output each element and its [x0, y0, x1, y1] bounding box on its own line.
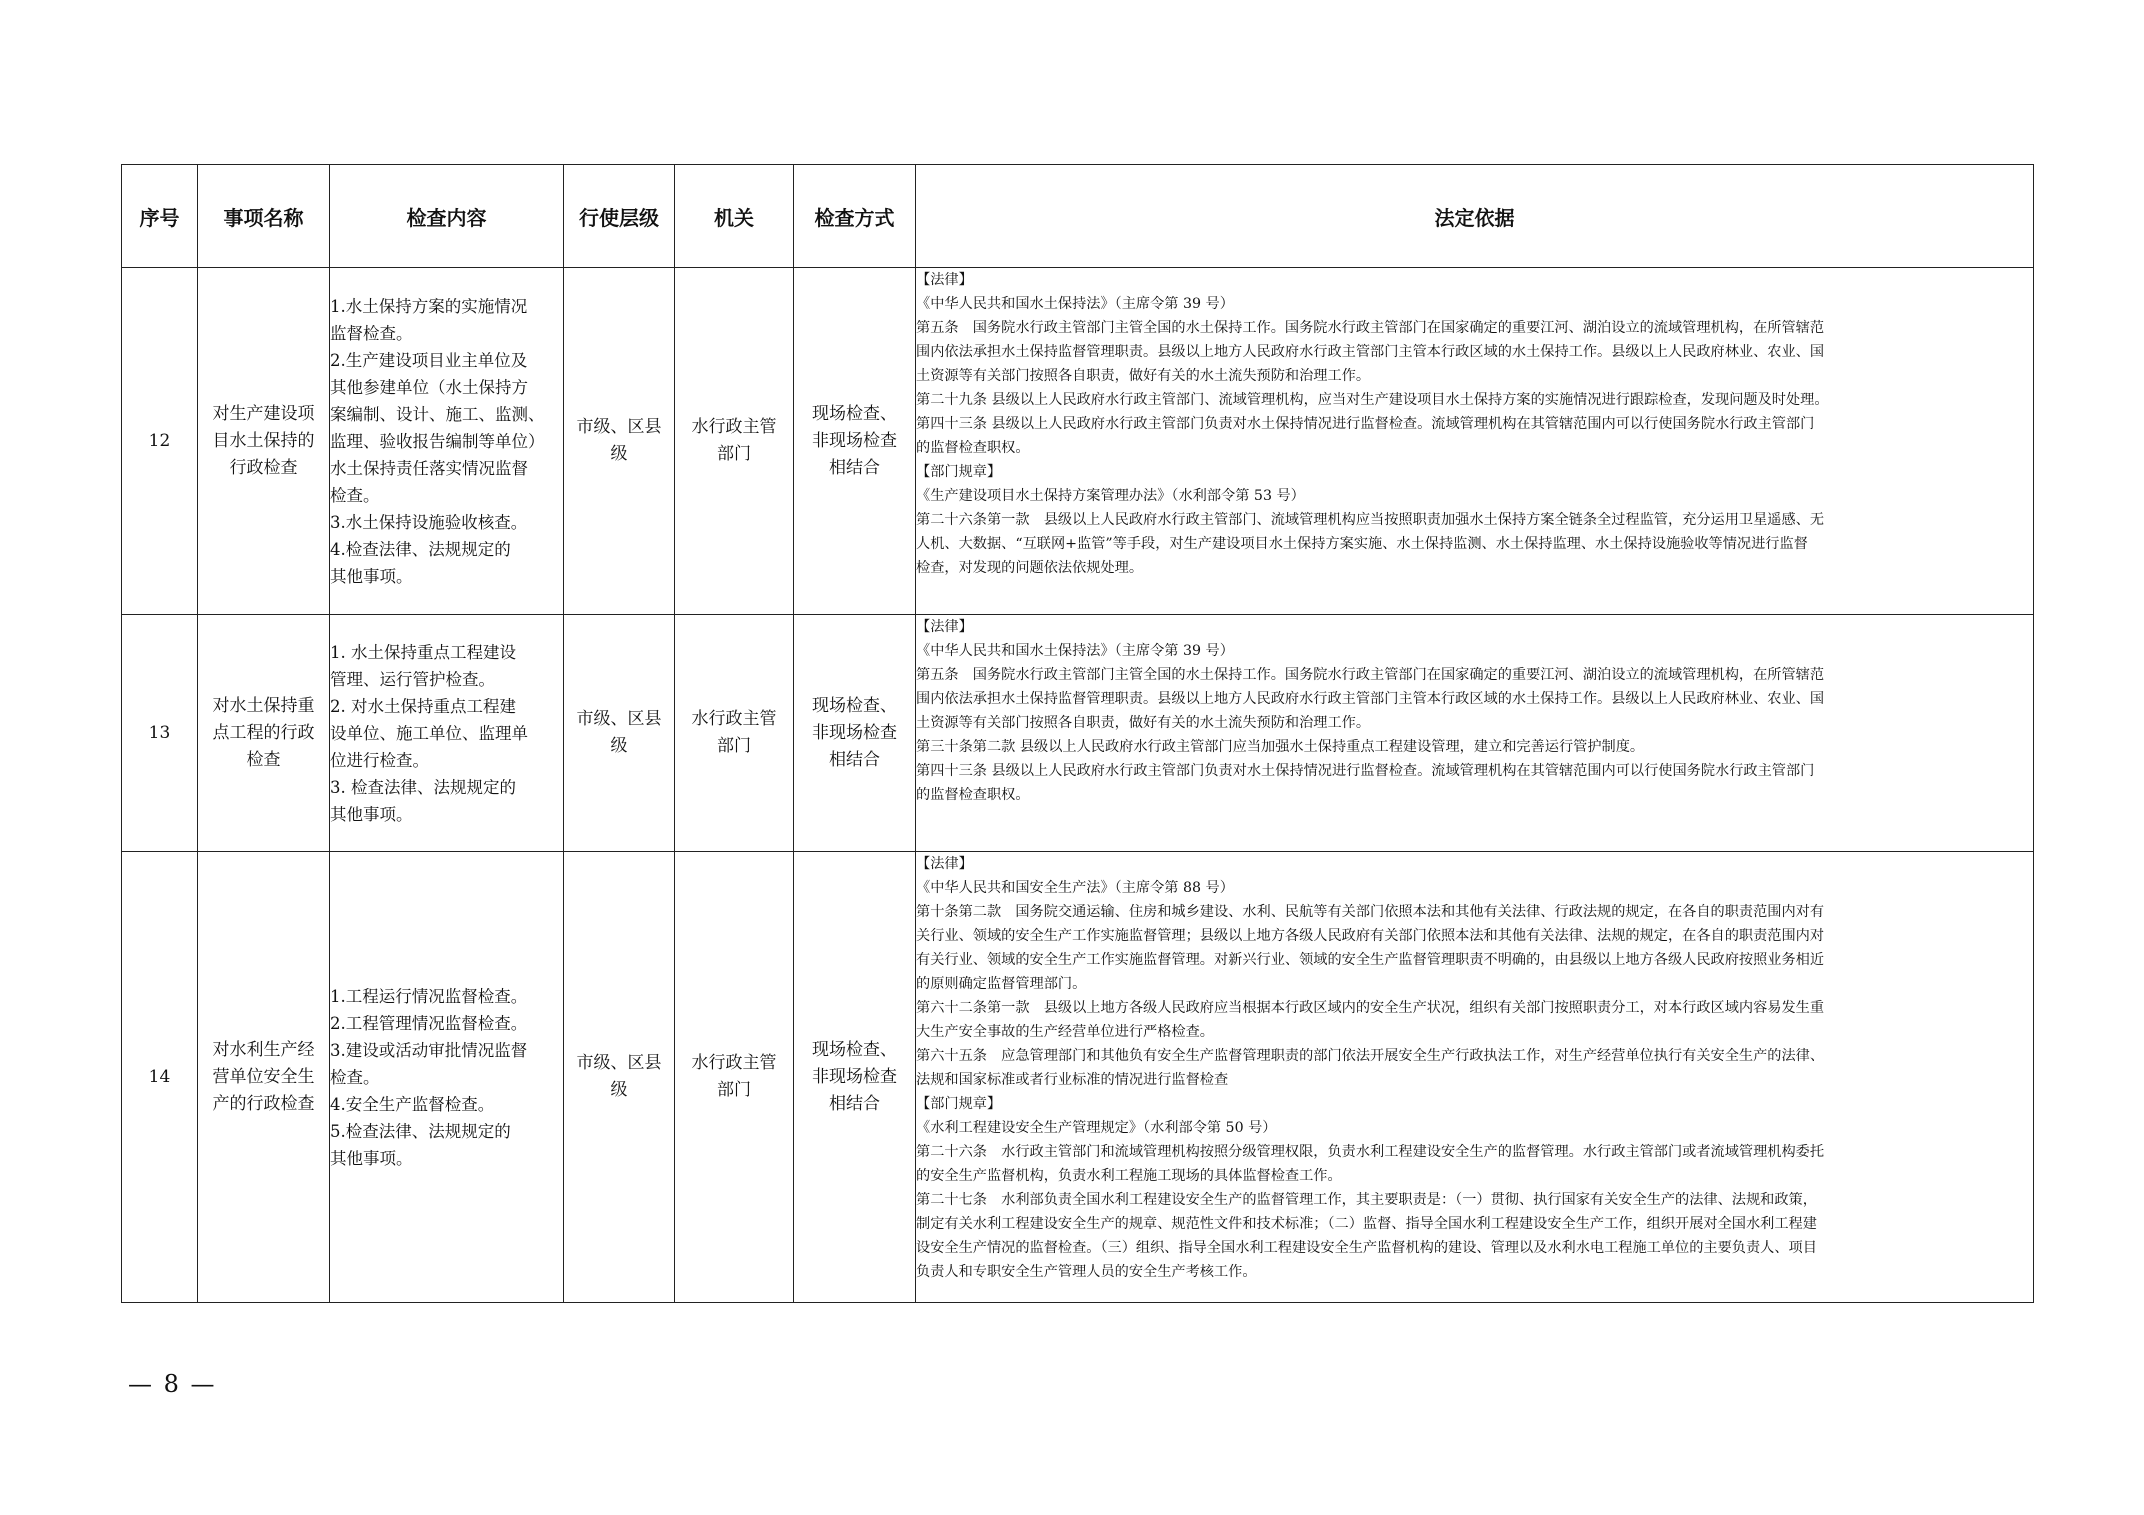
- legal-basis-cell-line: 第十条第二款 国务院交通运输、住房和城乡建设、水利、民航等有关部门依照本法和其他有关法律、行政法规的规定，在各自的职责范围内对有: [916, 904, 1825, 920]
- table-row: [122, 852, 2034, 1303]
- header-level: 行使层级: [564, 165, 675, 268]
- item-name-cell-line: 目水土保持的: [212, 430, 315, 451]
- legal-basis-cell-line: 【部门规章】: [916, 1096, 1002, 1112]
- content-cell-line: 设单位、施工单位、监理单: [330, 723, 528, 743]
- content-cell: [330, 268, 564, 615]
- item-name-cell: [198, 615, 330, 852]
- item-name-cell-line: 对生产建设项: [212, 403, 315, 424]
- content-cell-line: 其他事项。: [330, 566, 413, 586]
- legal-basis-cell-line: 人机、大数据、“互联网+监管”等手段，对生产建设项目水土保持方案实施、水土保持监测、水土保持监理、水土保持设施验收等情况进行监督: [916, 536, 1808, 552]
- legal-basis-cell-line: 《水利工程建设安全生产管理规定》（水利部令第 50 号）: [916, 1120, 1277, 1136]
- legal-basis-cell-line: 大生产安全事故的生产经营单位进行严格检查。: [916, 1024, 1214, 1040]
- agency-cell-line: 水行政主管: [691, 1053, 777, 1073]
- legal-basis-cell-line: 土资源等有关部门按照各自职责，做好有关的水土流失预防和治理工作。: [916, 368, 1371, 384]
- content-cell-line: 监督检查。: [330, 323, 413, 343]
- content-cell-line: 4.检查法律、法规规定的: [330, 539, 511, 559]
- item-name-cell-line: 产的行政检查: [212, 1093, 315, 1114]
- legal-basis-cell-line: 关行业、领域的安全生产工作实施监督管理；县级以上地方各级人民政府有关部门依照本法和其他有关法律、法规的规定，在各自的职责范围内对: [916, 928, 1825, 944]
- inspection-items-table: [121, 164, 2034, 1303]
- method-cell: [794, 615, 916, 852]
- method-cell-line: 非现场检查: [812, 1066, 897, 1087]
- agency-cell: [675, 852, 794, 1303]
- legal-basis-cell-line: 【法律】: [916, 619, 973, 635]
- method-cell-line: 相结合: [829, 749, 880, 770]
- item-name-cell-line: 点工程的行政: [212, 722, 315, 743]
- legal-basis-cell-line: 《生产建设项目水土保持方案管理办法》（水利部令第 53 号）: [916, 488, 1305, 504]
- level-cell: [564, 852, 675, 1303]
- legal-basis-cell-line: 负责人和专职安全生产管理人员的安全生产考核工作。: [916, 1264, 1257, 1280]
- content-cell: [330, 852, 564, 1303]
- item-name-cell-line: 行政检查: [229, 457, 298, 478]
- content-cell-line: 其他事项。: [330, 1148, 413, 1168]
- table-row: [122, 615, 2034, 852]
- content-cell-line: 管理、运行管护检查。: [330, 669, 495, 689]
- table-header-row: [122, 165, 2034, 268]
- content-cell-line: 检查。: [330, 1067, 380, 1087]
- item-name-cell-line: 营单位安全生: [212, 1066, 315, 1087]
- level-cell-line: 级: [610, 736, 628, 756]
- item-name-cell-line: 对水利生产经: [212, 1039, 315, 1060]
- header-legal-basis: 法定依据: [916, 165, 2034, 268]
- item-name-cell: [198, 852, 330, 1303]
- header-method: 检查方式: [794, 165, 916, 268]
- method-cell-line: 相结合: [829, 1093, 880, 1114]
- legal-basis-cell: [916, 268, 2034, 615]
- legal-basis-cell: [916, 852, 2034, 1303]
- header-content: 检查内容: [330, 165, 564, 268]
- method-cell-line: 现场检查、: [812, 1039, 897, 1060]
- agency-cell: [675, 615, 794, 852]
- content-cell-line: 位进行检查。: [330, 750, 429, 770]
- content-cell-line: 3.建设或活动审批情况监督: [330, 1040, 528, 1060]
- agency-cell-line: 水行政主管: [691, 709, 777, 729]
- legal-basis-cell-line: 制定有关水利工程建设安全生产的规章、规范性文件和技术标准；（二）监督、指导全国水利工程建设安全生产工作，组织开展对全国水利工程建: [916, 1216, 1817, 1232]
- method-cell-line: 现场检查、: [812, 695, 897, 716]
- content-cell-line: 监理、验收报告编制等单位）: [330, 431, 545, 451]
- table-row: [122, 268, 2034, 615]
- content-cell-line: 2. 对水土保持重点工程建: [330, 696, 516, 716]
- legal-basis-cell-line: 第二十六条第一款 县级以上人民政府水行政主管部门、流域管理机构应当按照职责加强水土保持方案全链条全过程监管，充分运用卫星遥感、无: [916, 512, 1825, 528]
- content-cell-line: 5.检查法律、法规规定的: [330, 1121, 511, 1141]
- legal-basis-cell-line: 《中华人民共和国水土保持法》（主席令第 39 号）: [916, 643, 1234, 659]
- content-cell-line: 2.生产建设项目业主单位及: [330, 350, 528, 370]
- header-agency: 机关: [675, 165, 794, 268]
- method-cell: [794, 268, 916, 615]
- seq-cell: 12: [122, 268, 198, 615]
- legal-basis-cell-line: 围内依法承担水土保持监督管理职责。县级以上地方人民政府水行政主管部门主管本行政区域的水土保持工作。县级以上人民政府林业、农业、国: [916, 344, 1825, 360]
- agency-cell-line: 部门: [717, 1080, 751, 1100]
- legal-basis-cell-line: 检查，对发现的问题依法依规处理。: [916, 560, 1144, 576]
- legal-basis-cell-line: 的监督检查职权。: [916, 787, 1030, 803]
- level-cell-line: 市级、区县: [576, 1053, 662, 1073]
- legal-basis-cell: [916, 615, 2034, 852]
- legal-basis-cell-line: 《中华人民共和国安全生产法》（主席令第 88 号）: [916, 880, 1234, 896]
- item-name-cell: [198, 268, 330, 615]
- content-cell-line: 1.水土保持方案的实施情况: [330, 296, 528, 316]
- legal-basis-cell-line: 的监督检查职权。: [916, 440, 1030, 456]
- level-cell-line: 市级、区县: [576, 417, 662, 437]
- legal-basis-cell-line: 【部门规章】: [916, 464, 1002, 480]
- content-cell-line: 其他事项。: [330, 804, 413, 824]
- legal-basis-cell-line: 【法律】: [916, 856, 973, 872]
- legal-basis-cell-line: 围内依法承担水土保持监督管理职责。县级以上地方人民政府水行政主管部门主管本行政区域的水土保持工作。县级以上人民政府林业、农业、国: [916, 691, 1825, 707]
- legal-basis-cell-line: 第五条 国务院水行政主管部门主管全国的水土保持工作。国务院水行政主管部门在国家确定的重要江河、湖泊设立的流域管理机构，在所管辖范: [916, 320, 1825, 336]
- content-cell-line: 4.安全生产监督检查。: [330, 1094, 495, 1114]
- method-cell-line: 非现场检查: [812, 722, 897, 743]
- agency-cell: [675, 268, 794, 615]
- content-cell-line: 水土保持责任落实情况监督: [330, 458, 528, 478]
- item-name-cell-line: 对水土保持重: [212, 695, 315, 716]
- legal-basis-cell-line: 的原则确定监督管理部门。: [916, 976, 1087, 992]
- agency-cell-line: 部门: [717, 736, 751, 756]
- content-cell-line: 3.水土保持设施验收核查。: [330, 512, 528, 532]
- method-cell-line: 相结合: [829, 457, 880, 478]
- content-cell-line: 其他参建单位（水土保持方: [330, 377, 528, 397]
- agency-cell-line: 水行政主管: [691, 417, 777, 437]
- level-cell-line: 级: [610, 444, 628, 464]
- legal-basis-cell-line: 《中华人民共和国水土保持法》（主席令第 39 号）: [916, 296, 1234, 312]
- legal-basis-cell-line: 的安全生产监督机构，负责水利工程施工现场的具体监督检查工作。: [916, 1168, 1342, 1184]
- content-cell-line: 案编制、设计、施工、监测、: [330, 404, 545, 424]
- method-cell-line: 现场检查、: [812, 403, 897, 424]
- legal-basis-cell-line: 第四十三条 县级以上人民政府水行政主管部门负责对水土保持情况进行监督检查。流域管理机构在其管辖范围内可以行使国务院水行政主管部门: [916, 416, 1815, 432]
- legal-basis-cell-line: 设安全生产情况的监督检查。（三）组织、指导全国水利工程建设安全生产监督机构的建设、管理以及水利水电工程施工单位的主要负责人、项目: [916, 1240, 1817, 1256]
- legal-basis-cell-line: 法规和国家标准或者行业标准的情况进行监督检查: [916, 1072, 1229, 1088]
- level-cell-line: 级: [610, 1080, 628, 1100]
- content-cell: [330, 615, 564, 852]
- legal-basis-cell-line: 第六十五条 应急管理部门和其他负有安全生产监督管理职责的部门依法开展安全生产行政执法工作，对生产经营单位执行有关安全生产的法律、: [916, 1048, 1825, 1064]
- seq-cell: 14: [122, 852, 198, 1303]
- method-cell-line: 非现场检查: [812, 430, 897, 451]
- content-cell-line: 2.工程管理情况监督检查。: [330, 1013, 528, 1033]
- content-cell-line: 1.工程运行情况监督检查。: [330, 986, 528, 1006]
- content-cell-line: 3. 检查法律、法规规定的: [330, 777, 516, 797]
- level-cell: [564, 268, 675, 615]
- seq-cell: 13: [122, 615, 198, 852]
- method-cell: [794, 852, 916, 1303]
- header-seq: 序号: [122, 165, 198, 268]
- legal-basis-cell-line: 【法律】: [916, 272, 973, 288]
- content-cell-line: 1. 水土保持重点工程建设: [330, 642, 516, 662]
- level-cell: [564, 615, 675, 852]
- level-cell-line: 市级、区县: [576, 709, 662, 729]
- legal-basis-cell-line: 有关行业、领域的安全生产工作实施监督管理。对新兴行业、领域的安全生产监督管理职责不明确的，由县级以上地方各级人民政府按照业务相近: [916, 952, 1825, 968]
- header-item-name: 事项名称: [198, 165, 330, 268]
- legal-basis-cell-line: 第二十六条 水行政主管部门和流域管理机构按照分级管理权限，负责水利工程建设安全生产的监督管理。水行政主管部门或者流域管理机构委托: [916, 1144, 1825, 1160]
- legal-basis-cell-line: 第三十条第二款 县级以上人民政府水行政主管部门应当加强水土保持重点工程建设管理，建立和完善运行管护制度。: [916, 739, 1645, 755]
- content-cell-line: 检查。: [330, 485, 380, 505]
- legal-basis-cell-line: 第五条 国务院水行政主管部门主管全国的水土保持工作。国务院水行政主管部门在国家确定的重要江河、湖泊设立的流域管理机构，在所管辖范: [916, 667, 1825, 683]
- legal-basis-cell-line: 第二十九条 县级以上人民政府水行政主管部门、流域管理机构，应当对生产建设项目水土保持方案的实施情况进行跟踪检查，发现问题及时处理。: [916, 392, 1829, 408]
- legal-basis-cell-line: 第六十二条第一款 县级以上地方各级人民政府应当根据本行政区域内的安全生产状况，组织有关部门按照职责分工，对本行政区域内容易发生重: [916, 1000, 1825, 1016]
- legal-basis-cell-line: 土资源等有关部门按照各自职责，做好有关的水土流失预防和治理工作。: [916, 715, 1371, 731]
- legal-basis-cell-line: 第二十七条 水利部负责全国水利工程建设安全生产的监督管理工作，其主要职责是：（一）贯彻、执行国家有关安全生产的法律、法规和政策，: [916, 1192, 1817, 1208]
- agency-cell-line: 部门: [717, 444, 751, 464]
- item-name-cell-line: 检查: [246, 749, 281, 770]
- legal-basis-cell-line: 第四十三条 县级以上人民政府水行政主管部门负责对水土保持情况进行监督检查。流域管理机构在其管辖范围内可以行使国务院水行政主管部门: [916, 763, 1815, 779]
- page-number: — 8 —: [128, 1370, 217, 1398]
